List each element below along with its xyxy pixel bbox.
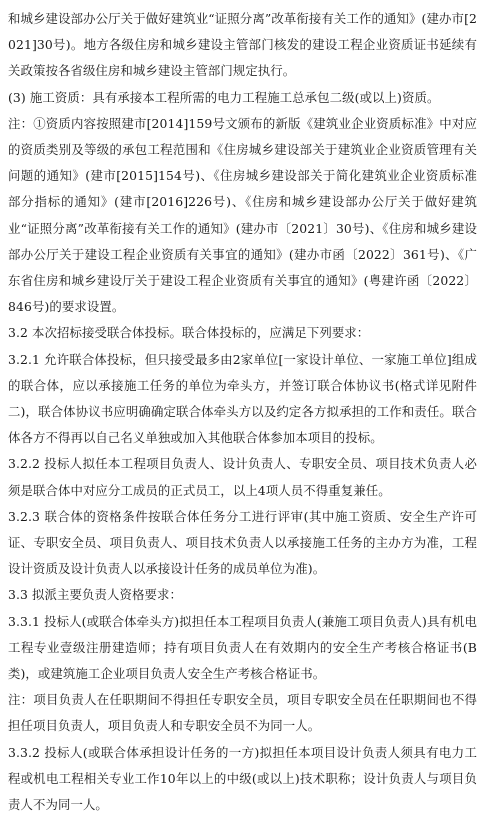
paragraph-3-3-2: 3.3.2 投标人(或联合体承担设计任务的一方)拟担任本项目设计负责人须具有电力工程或机电工程相关专业工作10年以上的中级(或以上)技术职称；设计负责人与项目负责人不为同一人。 bbox=[8, 744, 477, 813]
paragraph-construction-qualification: (3) 施工资质：具有承接本工程所需的电力工程施工总承包二级(或以上)资质。 bbox=[8, 89, 440, 105]
section-3-3-heading: 3.3 拟派主要负责人资格要求： bbox=[8, 587, 182, 603]
paragraph-qualification-note: 注：①资质内容按照建市[2014]159号文颁布的新版《建筑业企业资质标准》中对应的资质类别及等级的承包工程范围和《住房城乡建设部关于建筑业企业资质管理有关问题的通知》(建市[2015]154号)、《住房城乡建设部关于简化建筑业企业资质标准部分指标的通知》(建市[2016]226号)、《住房和城乡建设部办公厅关于做好建筑业“证照分离”改革衔接有关工作的通知》(建办市〔2021〕30号)、《住房和城乡建设部办公厅关于建设工程企业资质有关事宜的通知》(建办市函〔2022〕361号)、《广东省住房和城乡建设厅关于建设工程企业资质有关事宜的通知》(粤建许函〔2022〕846号)的要求设置。 bbox=[8, 115, 477, 315]
paragraph-3-2-3: 3.2.3 联合体的资格条件按联合体任务分工进行评审(其中施工资质、安全生产许可证、专职安全员、项目负责人、项目技术负责人以承接施工任务的主办方为准，工程设计资质及设计负责人以承接设计任务的成员单位为准)。 bbox=[8, 508, 477, 577]
paragraph-3-3-1: 3.3.1 投标人(或联合体牵头方)拟担任本工程项目负责人(兼施工项目负责人)具有机电工程专业壹级注册建造师；持有项目负责人在有效期内的安全生产考核合格证书(B类)，或建筑施工企业项目负责人安全生产考核合格证书。 bbox=[8, 613, 477, 682]
paragraph-3-2-1: 3.2.1 允许联合体投标，但只接受最多由2家单位[一家设计单位、一家施工单位]组成的联合体，应以承接施工任务的单位为牵头方，并签订联合体协议书(格式详见附件二)，联合体协议书应明确确定联合体牵头方以及约定各方拟承担的工作和责任。联合体各方不得再以自己名义单独或加入其他联合体参加本项目的投标。 bbox=[8, 351, 477, 446]
section-3-2-heading: 3.2 本次招标接受联合体投标。联合体投标的，应满足下列要求： bbox=[8, 325, 370, 341]
paragraph-project-lead-note: 注：项目负责人在任职期间不得担任专职安全员，项目专职安全员在任职期间也不得担任项目负责人，项目负责人和专职安全员不为同一人。 bbox=[8, 692, 477, 734]
paragraph-policy-continuation: 和城乡建设部办公厅关于做好建筑业“证照分离”改革衔接有关工作的通知》(建办市[2021]30号)。地方各级住房和城乡建设主管部门核发的建设工程企业资质证书延续有关政策按各省级住房和城乡建设主管部门规定执行。 bbox=[8, 11, 477, 79]
paragraph-3-2-2: 3.2.2 投标人拟任本工程项目负责人、设计负责人、专职安全员、项目技术负责人必须是联合体中对应分工成员的正式员工，以上4项人员不得重复兼任。 bbox=[8, 456, 477, 498]
